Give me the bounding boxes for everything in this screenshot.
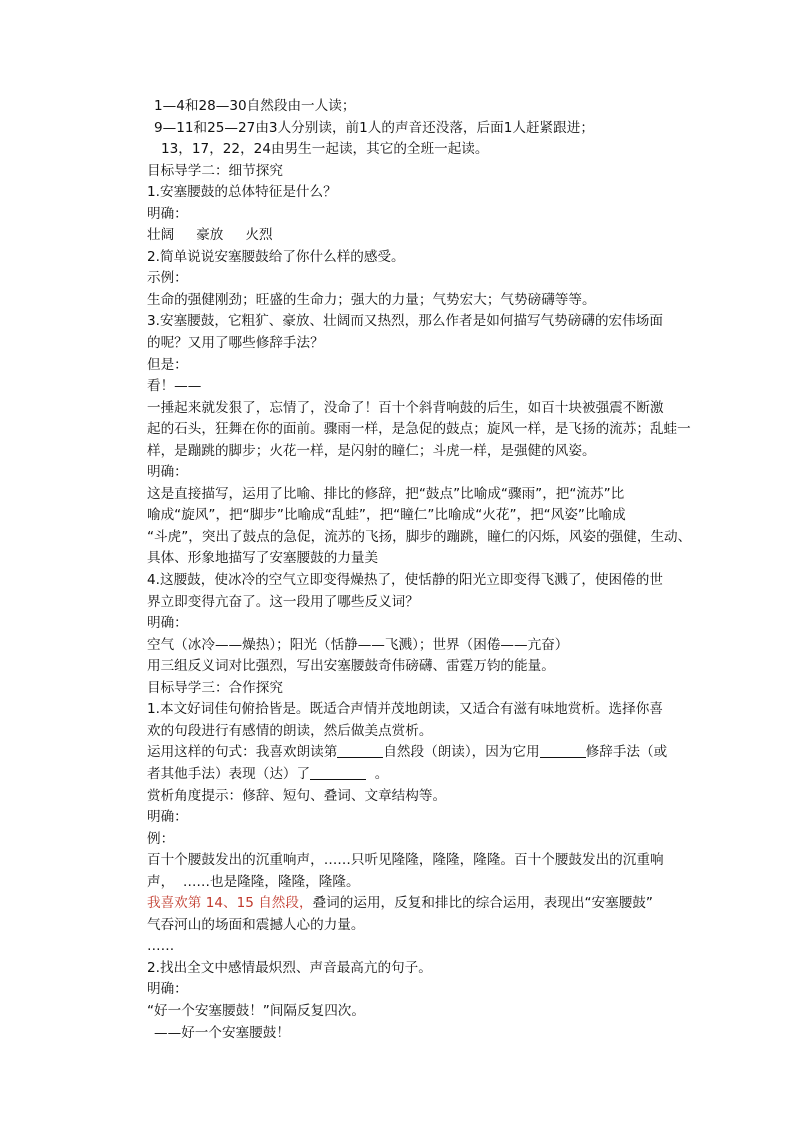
template-text: 修辞手法（或 <box>585 744 668 761</box>
appreciation-text: 叠词的运用，反复和排比的综合运用，表现出“安塞腰鼓” <box>312 895 653 912</box>
analysis-paragraph: 这是直接描写，运用了比喻、排比的修辞，把“鼓点”比喻成“骤雨”，把“流苏”比 <box>147 485 625 502</box>
feature-word: 壮阔 <box>147 227 175 244</box>
answer-quote: ——好一个安塞腰鼓！ <box>154 1024 290 1041</box>
template-text: 自然段（朗读），因为它用 <box>383 744 540 761</box>
answer-label: 明确： <box>147 464 188 481</box>
reading-plan-line-2: 9—11和25—27由3人分别读，前1人的声音还没落，后面1人赶紧跟进； <box>154 119 594 136</box>
example-answer: 生命的强健刚劲；旺盛的生命力；强大的力量；气势宏大；气势磅礴等等。 <box>147 291 596 308</box>
example-appreciation <box>147 893 677 915</box>
antonym-explanation: 用三组反义词对比强烈，写出安塞腰鼓奇伟磅礴、雷霆万钧的能量。 <box>147 658 555 675</box>
task-2: 2.找出全文中感情最炽烈、声音最高亢的句子。 <box>147 959 432 976</box>
example-quote: 声， ……也是隆隆，隆隆，隆隆。 <box>147 873 360 890</box>
feature-words <box>147 225 677 247</box>
feature-word: 火烈 <box>245 227 273 244</box>
template-text: 者其他手法）表现（达）了 <box>147 765 311 782</box>
example-label: 示例： <box>147 270 188 287</box>
analysis-paragraph: “斗虎”，突出了鼓点的急促，流苏的飞扬，脚步的蹦跳，瞳仁的闪烁，风姿的强健，生动、 <box>147 528 692 545</box>
highlighted-text: 我喜欢第 14、15 自然段， <box>147 895 313 912</box>
ellipsis: …… <box>147 938 175 955</box>
quote-label: 但是： <box>147 356 188 373</box>
question-1: 1.安塞腰鼓的总体特征是什么？ <box>147 184 337 201</box>
quote-paragraph: 一捶起来就发狠了，忘情了，没命了！百十个斜背响鼓的后生，如百十块被强震不断激 <box>147 399 664 416</box>
sentence-template <box>147 742 677 764</box>
reading-plan-line-3: 13，17，22，24由男生一起读，其它的全班一起读。 <box>161 141 489 158</box>
feature-word: 豪放 <box>196 227 224 244</box>
sentence-template-cont <box>147 764 677 786</box>
document-body <box>147 96 692 1044</box>
analysis-paragraph: 具体、形象地描写了安塞腰鼓的力量美 <box>147 550 379 567</box>
answer-label: 明确： <box>147 205 188 222</box>
template-text: 运用这样的句式：我喜欢朗读第 <box>147 744 338 761</box>
fill-blank <box>310 765 366 780</box>
section-heading-2: 目标导学二：细节探究 <box>147 162 283 179</box>
answer-label: 明确： <box>147 615 188 632</box>
section-heading-3: 目标导学三：合作探究 <box>147 679 283 696</box>
answer-quote: “好一个安塞腰鼓！”间隔反复四次。 <box>147 1002 365 1019</box>
antonym-pairs: 空气（冰冷——燥热）；阳光（恬静——飞溅）；世界（困倦——亢奋） <box>147 636 569 653</box>
example-appreciation-cont: 气吞河山的场面和震撼人心的力量。 <box>147 916 365 933</box>
template-text: 。 <box>374 765 389 782</box>
appreciation-hint: 赏析角度提示：修辞、短句、叠词、文章结构等。 <box>147 787 447 804</box>
question-3: 3.安塞腰鼓，它粗犷、豪放、壮阔而又热烈，那么作者是如何描写气势磅礴的宏伟场面 <box>147 313 663 330</box>
task-1: 1.本文好词佳句俯拾皆是。既适合声情并茂地朗读，又适合有滋有味地赏析。选择你喜 <box>147 701 663 718</box>
task-1-cont: 欢的句段进行有感情的朗读，然后做美点赏析。 <box>147 722 433 739</box>
answer-label: 明确： <box>147 809 188 826</box>
quote-paragraph: 起的石头，狂舞在你的面前。骤雨一样，是急促的鼓点；旋风一样，是飞扬的流苏；乱蛙一 <box>147 421 691 438</box>
question-4: 4.这腰鼓，使冰冷的空气立即变得燥热了，使恬静的阳光立即变得飞溅了，使困倦的世 <box>147 572 663 589</box>
fill-blank <box>337 743 383 758</box>
quote-paragraph: 样，是蹦跳的脚步；火花一样，是闪射的瞳仁；斗虎一样，是强健的风姿。 <box>147 442 596 459</box>
quote-intro: 看！—— <box>147 378 202 395</box>
answer-label: 明确： <box>147 981 188 998</box>
question-3-cont: 的呢？又用了哪些修辞手法？ <box>147 335 324 352</box>
example-quote: 百十个腰鼓发出的沉重响声，……只听见隆隆，隆隆，隆隆。百十个腰鼓发出的沉重响 <box>147 852 664 869</box>
question-2: 2.简单说说安塞腰鼓给了你什么样的感受。 <box>147 248 405 265</box>
reading-plan-line-1: 1—4和28—30自然段由一人读； <box>154 98 356 114</box>
fill-blank <box>540 743 586 758</box>
analysis-paragraph: 喻成“旋风”，把“脚步”比喻成“乱蛙”，把“瞳仁”比喻成“火花”，把“风姿”比喻成 <box>147 507 626 524</box>
example-label: 例： <box>147 830 175 847</box>
question-4-cont: 界立即变得亢奋了。这一段用了哪些反义词？ <box>147 593 419 610</box>
